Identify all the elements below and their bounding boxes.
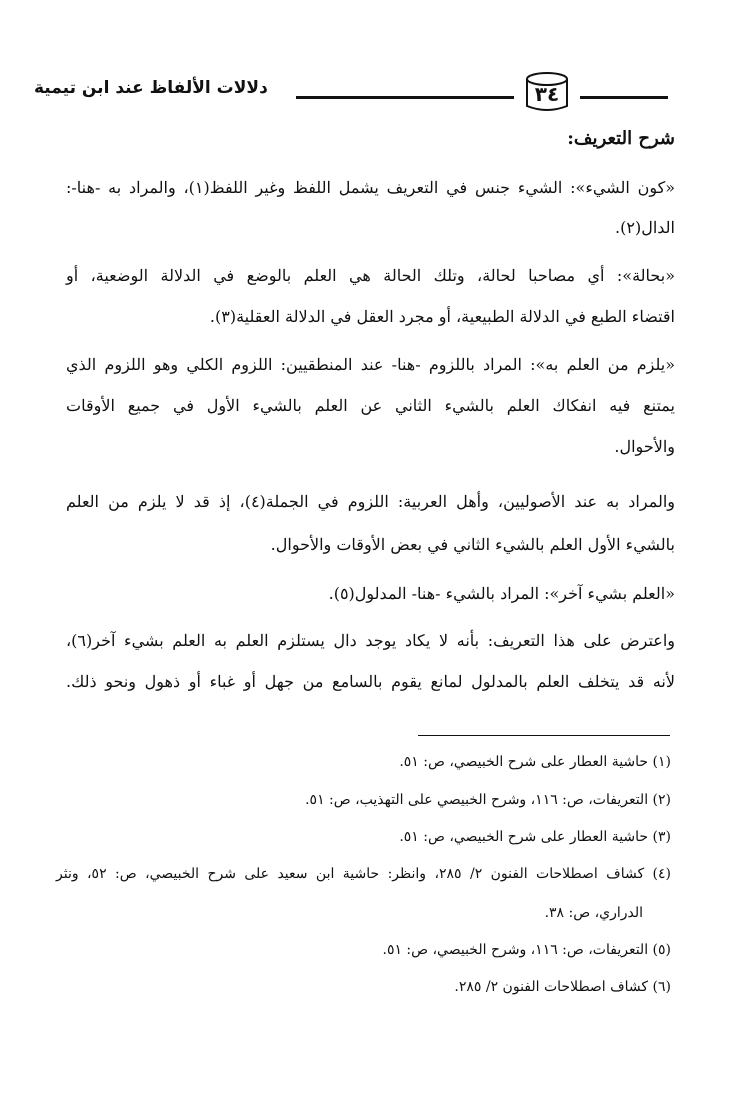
footnote-continuation: الدراري، ص: ٣٨. bbox=[544, 905, 643, 921]
body-line: اقتضاء الطبع في الدلالة الطبيعية، أو مجرد العقل في الدلالة العقلية(٣). bbox=[209, 307, 675, 326]
body-line: «يلزم من العلم به»: المراد باللزوم -هنا- عند المنطقيين: اللزوم الكلي وهو اللزوم الذي bbox=[66, 355, 675, 374]
header-rule-left bbox=[296, 96, 514, 99]
footnote: (١) حاشية العطار على شرح الخبيصي، ص: ٥١. bbox=[399, 754, 671, 770]
footnote: (٦) كشاف اصطلاحات الفنون ٢/ ٢٨٥. bbox=[454, 979, 671, 995]
page-number: ٣٤ bbox=[534, 82, 560, 106]
footnote: (٣) حاشية العطار على شرح الخبيصي، ص: ٥١. bbox=[399, 829, 671, 845]
section-heading: شرح التعريف: bbox=[567, 128, 675, 149]
footnote: (٢) التعريفات، ص: ١١٦، وشرح الخبيصي على التهذيب، ص: ٥١. bbox=[305, 792, 671, 808]
body-line: «العلم بشيء آخر»: المراد بالشيء -هنا- المدلول(٥). bbox=[328, 584, 675, 603]
running-title: دلالات الألفاظ عند ابن تيمية bbox=[34, 78, 268, 98]
body-line: «بحالة»: أي مصاحبا لحالة، وتلك الحالة هي العلم بالوضع في الدلالة الوضعية، أو bbox=[66, 266, 675, 285]
body-line: الدال(٢). bbox=[615, 218, 675, 237]
body-line: يمتنع فيه انفكاك العلم بالشيء الثاني عن العلم بالشيء الأول في جميع الأوقات bbox=[66, 396, 675, 415]
body-line: والأحوال. bbox=[614, 437, 675, 456]
footnote-separator bbox=[418, 735, 670, 736]
page-number-box bbox=[524, 70, 570, 114]
body-line: بالشيء الأول العلم بالشيء الثاني في بعض الأوقات والأحوال. bbox=[270, 535, 675, 554]
footnote: (٤) كشاف اصطلاحات الفنون ٢/ ٢٨٥، وانظر: حاشية ابن سعيد على شرح الخبيصي، ص: ٥٢، ونثر bbox=[56, 866, 671, 882]
header-rule-right bbox=[580, 96, 668, 99]
body-line: واعترض على هذا التعريف: بأنه لا يكاد يوجد دال يستلزم العلم به العلم بشيء آخر(٦)، bbox=[66, 631, 675, 650]
body-line: والمراد به عند الأصوليين، وأهل العربية: اللزوم في الجملة(٤)، إذ قد لا يلزم من العلم bbox=[66, 492, 675, 511]
body-line: «كون الشيء»: الشيء جنس في التعريف يشمل اللفظ وغير اللفظ(١)، والمراد به -هنا-: bbox=[66, 178, 676, 197]
footnote: (٥) التعريفات، ص: ١١٦، وشرح الخبيصي، ص: ٥١. bbox=[382, 942, 671, 958]
body-line: لأنه قد يتخلف العلم بالمدلول لمانع يقوم بالسامع من جهل أو غباء أو ذهول ونحو ذلك. bbox=[66, 672, 675, 691]
